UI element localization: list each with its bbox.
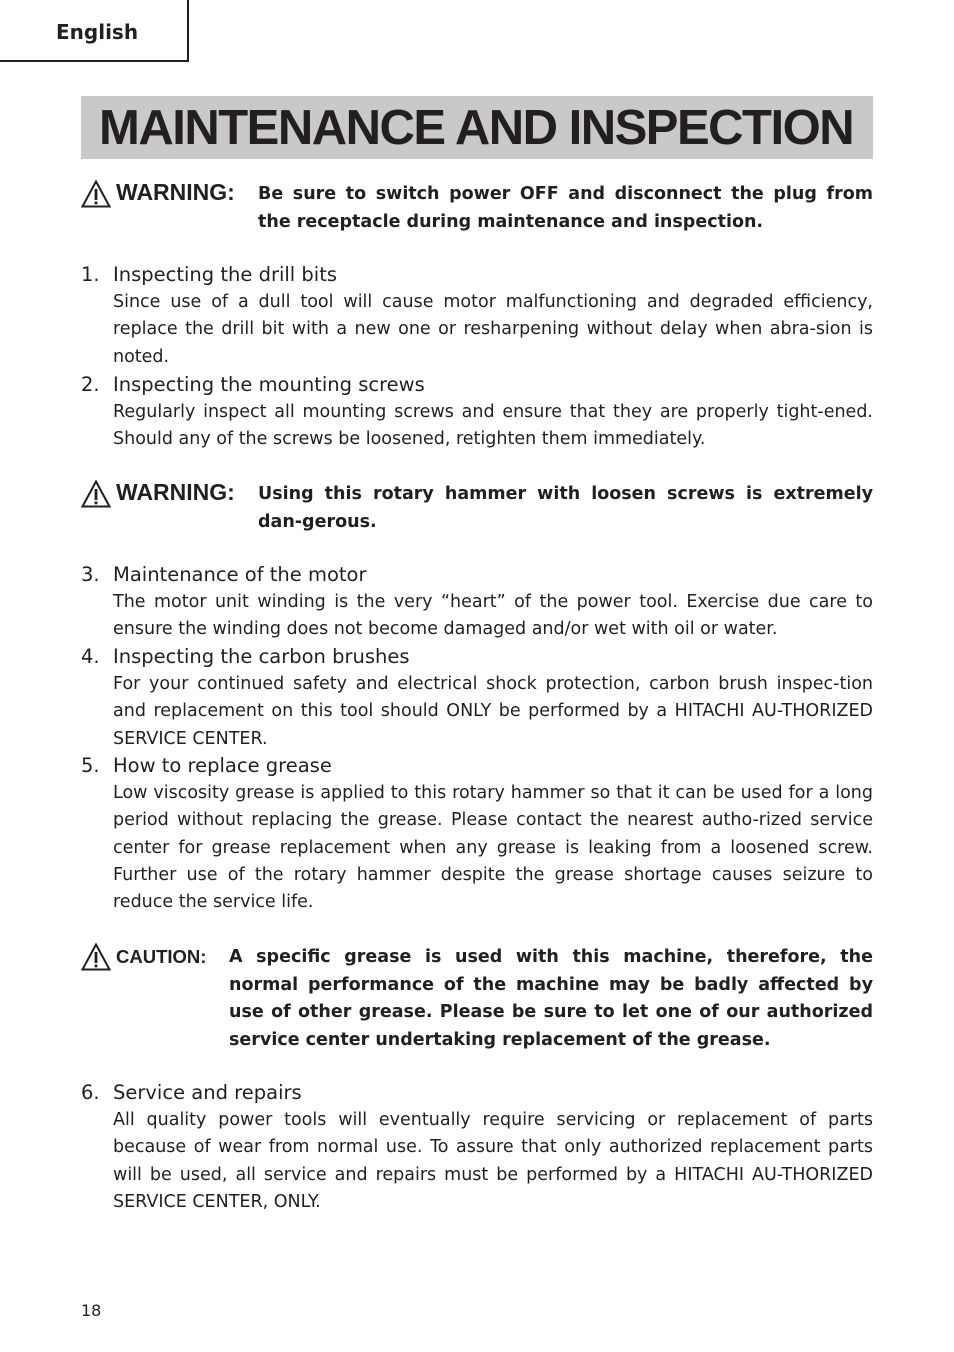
item-body: Low viscosity grease is applied to this rotary hammer so that it can be used for a long period without replacing the grease. Please contact the nearest autho-rized service center for grease replacement when any grease is leaking from a loosened screw. Further use of the rotary hammer despite the grease shortage causes seizure to reduce the service life. — [113, 783, 873, 913]
item-body: Since use of a dull tool will cause motor malfunctioning and degraded efficiency, replace the drill bit with a new one or resharpening without delay when abra-sion is noted. — [113, 292, 873, 367]
language-tab — [0, 0, 189, 62]
item-number: 6. — [81, 1081, 100, 1104]
warning-text: Be sure to switch power OFF and disconnect the plug from the receptacle during maintenance and inspection. — [258, 184, 873, 232]
list-item — [81, 371, 873, 456]
item-number: 4. — [81, 645, 100, 668]
caution-label: CAUTION: — [116, 946, 207, 967]
item-heading: Inspecting the carbon brushes — [113, 645, 410, 668]
caution-text: A specific grease is used with this machine, therefore, the normal performance of the machine may be badly affected by use of other grease. Please be sure to let one of our authorized service center undertaking replacement of the grease. — [229, 947, 873, 1050]
warning-note-power-off — [81, 180, 873, 240]
item-heading: Maintenance of the motor — [113, 563, 367, 586]
list-item — [81, 752, 873, 917]
caution-note-grease — [81, 943, 873, 1058]
warning-note-loose-screws — [81, 480, 873, 540]
warning-label: WARNING: — [116, 479, 235, 505]
item-body: Regularly inspect all mounting screws and ensure that they are properly tight-ened. Should any of the screws be loosened, retighten them immediately. — [113, 402, 873, 450]
item-heading: Inspecting the mounting screws — [113, 373, 425, 396]
language-label: English — [56, 20, 139, 44]
warning-triangle-icon — [81, 943, 111, 971]
list-item — [81, 643, 873, 753]
item-body: The motor unit winding is the very “heart” of the power tool. Exercise due care to ensure the winding does not become damaged and/or wet with oil or water. — [113, 592, 873, 640]
item-heading: How to replace grease — [113, 754, 332, 777]
item-number: 1. — [81, 263, 100, 286]
warning-triangle-icon — [81, 180, 111, 208]
item-number: 2. — [81, 373, 100, 396]
item-heading: Inspecting the drill bits — [113, 263, 338, 286]
item-number: 3. — [81, 563, 100, 586]
warning-text: Using this rotary hammer with loosen screws is extremely dan-gerous. — [258, 484, 873, 532]
item-body: For your continued safety and electrical shock protection, carbon brush inspec-tion and replacement on this tool should ONLY be performed by a HITACHI AU-THORIZED SERVICE CENTER. — [113, 674, 873, 749]
page-number: 18 — [81, 1301, 102, 1320]
list-item — [81, 561, 873, 646]
list-item — [81, 1079, 873, 1219]
section-title-bar — [81, 96, 873, 159]
item-heading: Service and repairs — [113, 1081, 302, 1104]
item-number: 5. — [81, 754, 100, 777]
warning-label: WARNING: — [116, 179, 235, 205]
page-title: MAINTENANCE AND INSPECTION — [99, 101, 854, 155]
list-item — [81, 261, 873, 371]
item-body: All quality power tools will eventually require servicing or replacement of parts because of wear from normal use. To assure that only authorized replacement parts will be used, all service and repairs must be performed by a HITACHI AU-THORIZED SERVICE CENTER, ONLY. — [113, 1110, 873, 1212]
warning-triangle-icon — [81, 480, 111, 508]
